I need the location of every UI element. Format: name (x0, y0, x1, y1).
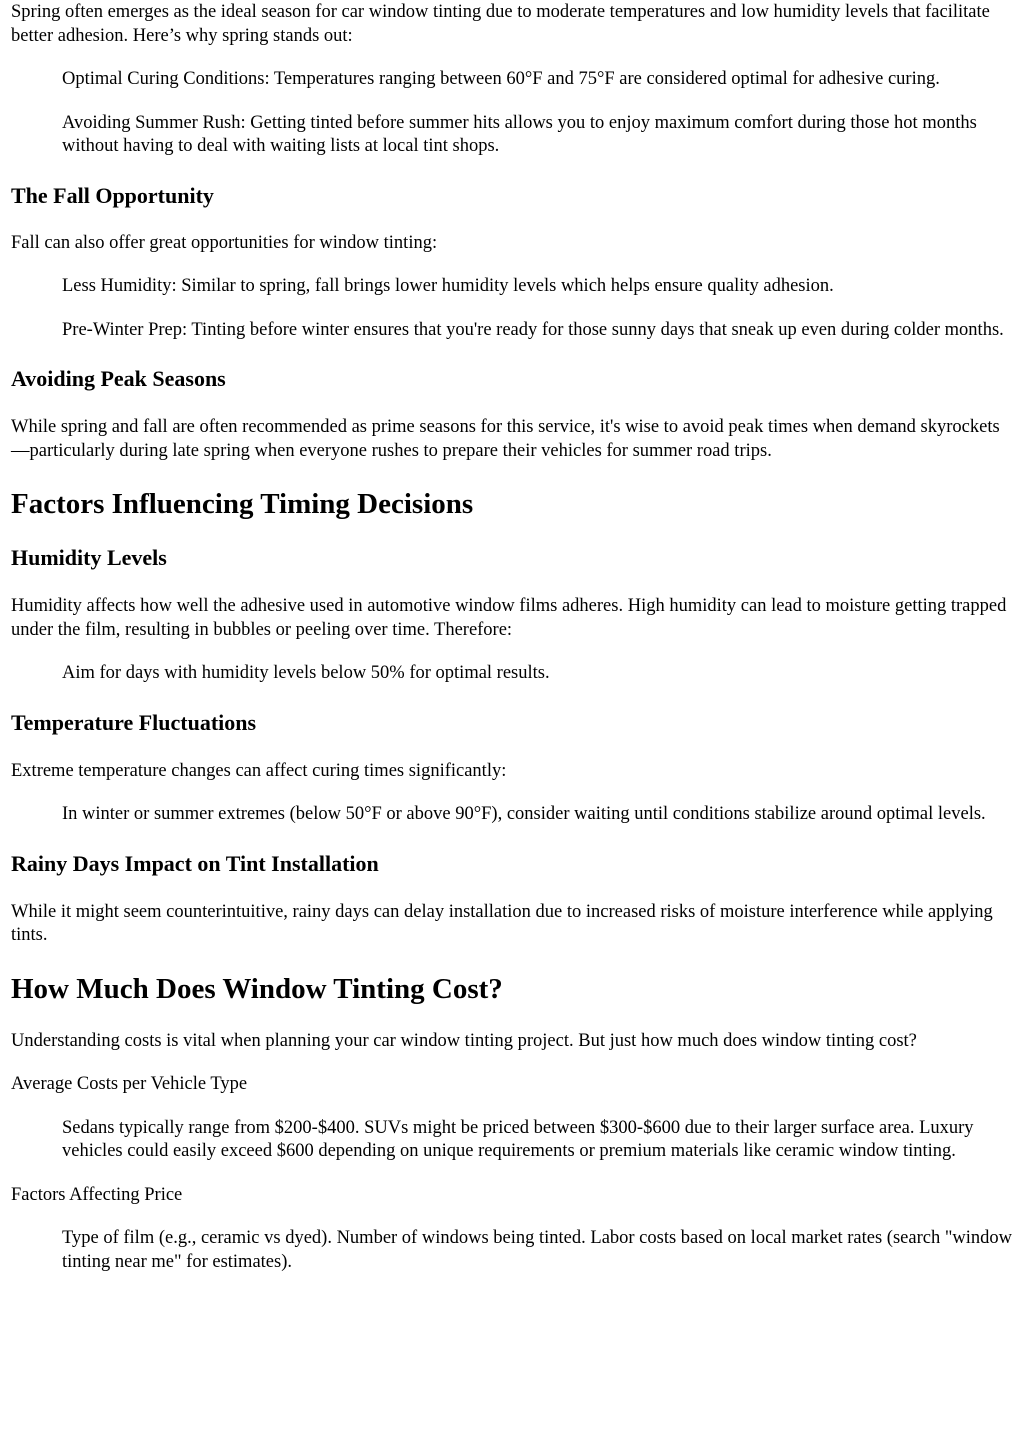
price-factors-text: Type of film (e.g., ceramic vs dyed). Number of windows being tinted. Labor costs based on local market rates (search "window tinting near me" for estimates). (62, 1228, 1012, 1272)
spring-point-curing: Optimal Curing Conditions: Temperatures ranging between 60°F and 75°F are considered optimal for adhesive curing. (62, 69, 940, 89)
cost-intro-paragraph: Understanding costs is vital when planning your car window tinting project. But just how much does window tinting cost? (11, 1030, 917, 1051)
average-costs-label: Average Costs per Vehicle Type (11, 1074, 248, 1094)
price-factors-label: Factors Affecting Price (11, 1184, 183, 1205)
spring-intro-paragraph: Spring often emerges as the ideal season for car window tinting due to moderate temperatures and low humidity levels that facilitate better adhesion. Here’s why spring stands out: (11, 2, 990, 46)
temperature-heading: Temperature Fluctuations (11, 709, 257, 735)
temperature-paragraph: Extreme temperature changes can affect curing times significantly: (11, 760, 507, 781)
cost-heading: How Much Does Window Tinting Cost? (11, 972, 503, 1005)
factors-heading: Factors Influencing Timing Decisions (11, 488, 474, 520)
peak-seasons-paragraph: While spring and fall are often recommended as prime seasons for this service, it's wise to avoid peak times when demand skyrockets—particularly during late spring when everyone rushes to prepare their vehicles for summer road trips. (11, 417, 1000, 461)
spring-point-summer-rush: Avoiding Summer Rush: Getting tinted before summer hits allows you to enjoy maximum comfort during those hot months without having to deal with waiting lists at local tint shops. (62, 112, 977, 156)
humidity-heading: Humidity Levels (11, 545, 167, 570)
humidity-paragraph: Humidity affects how well the adhesive used in automotive window films adheres. High humidity can lead to moisture getting trapped under the film, resulting in bubbles or peeling over time. Therefore: (11, 596, 1007, 640)
peak-seasons-heading: Avoiding Peak Seasons (11, 366, 226, 391)
article-body (0, 1, 1024, 1274)
rain-heading: Rainy Days Impact on Tint Installation (11, 850, 379, 876)
rain-paragraph: While it might seem counterintuitive, rainy days can delay installation due to increased risks of moisture interference while applying tints. (11, 901, 993, 945)
fall-intro-paragraph: Fall can also offer great opportunities for window tinting: (11, 232, 438, 253)
average-costs-text: Sedans typically range from $200-$400. SUVs might be priced between $300-$600 due to their larger surface area. Luxury vehicles could easily exceed $600 depending on unique requirements or premium materials like ceramic window tinting. (62, 1117, 974, 1161)
fall-heading: The Fall Opportunity (11, 182, 214, 208)
fall-point-humidity: Less Humidity: Similar to spring, fall brings lower humidity levels which helps ensure quality adhesion. (62, 276, 834, 296)
fall-point-prewinter: Pre-Winter Prep: Tinting before winter ensures that you're ready for those sunny days that sneak up even during colder months. (62, 319, 1004, 340)
temperature-point: In winter or summer extremes (below 50°F or above 90°F), consider waiting until conditions stabilize around optimal levels. (62, 804, 986, 824)
humidity-point: Aim for days with humidity levels below 50% for optimal results. (62, 663, 550, 683)
